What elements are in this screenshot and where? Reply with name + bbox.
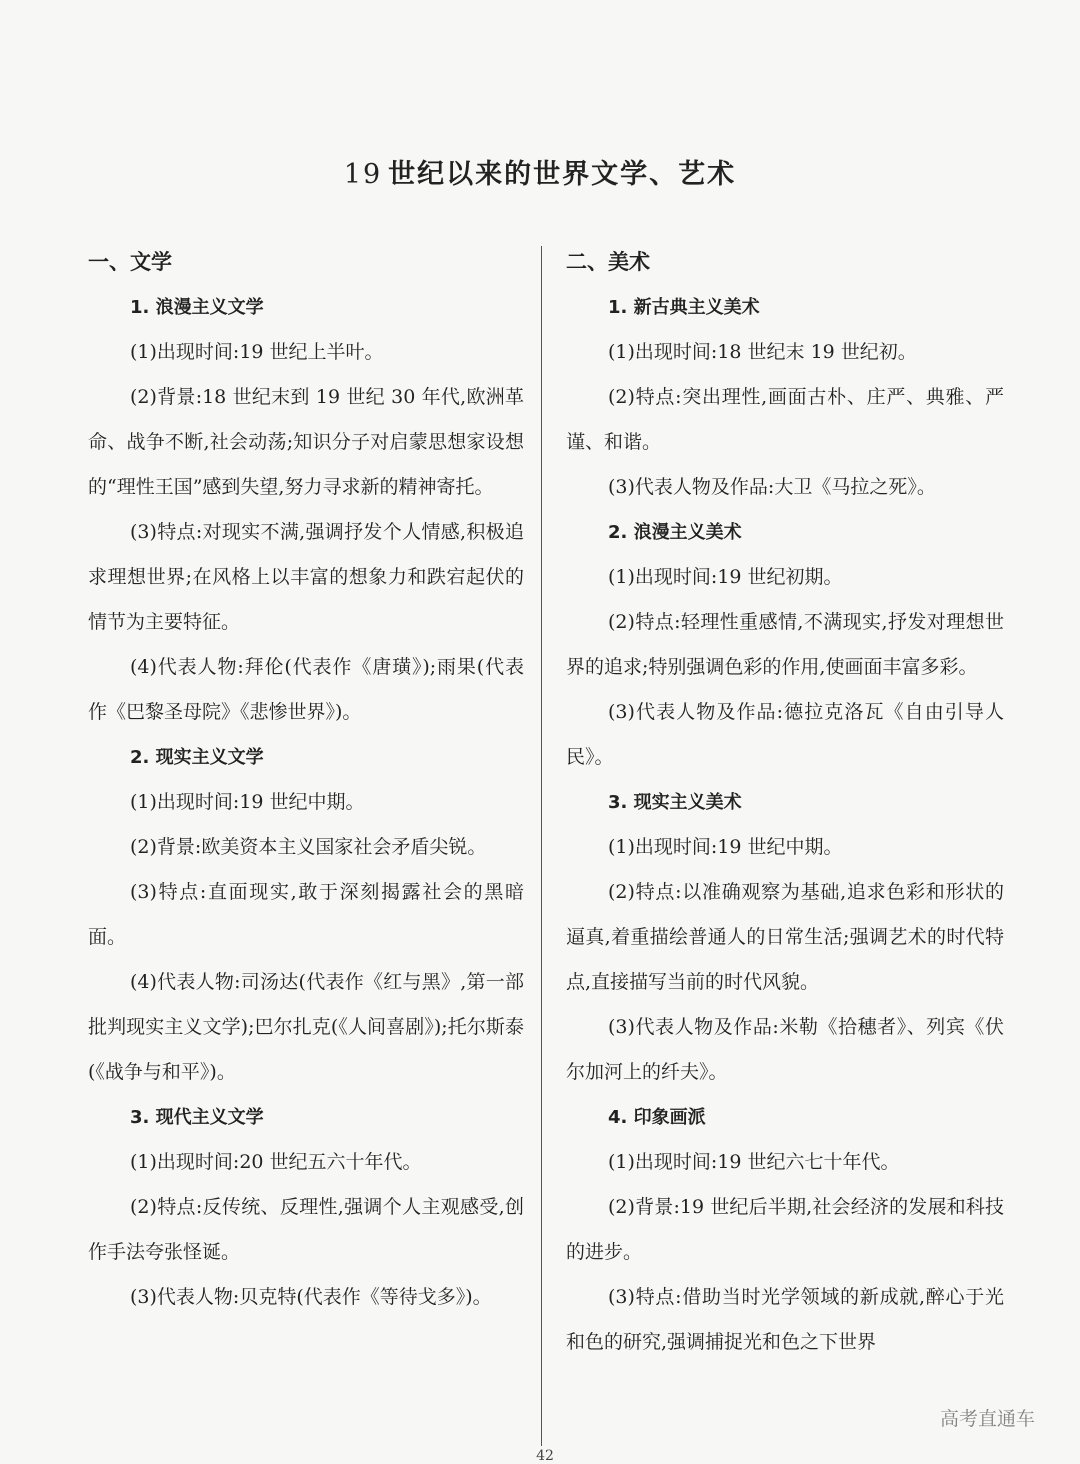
paragraph: (1)出现时间:19 世纪六七十年代。	[608, 1151, 900, 1173]
column-divider	[541, 246, 542, 1446]
paragraph: (3)特点:对现实不满,强调抒发个人情感,积极追求理想世界;在风格上以丰富的想象力和跌宕起伏的情节为主要特征。	[88, 521, 524, 633]
paragraph: (1)出现时间:19 世纪中期。	[130, 791, 365, 813]
paragraph: (2)背景:18 世纪末到 19 世纪 30 年代,欧洲革命、战争不断,社会动荡;知识分子对启蒙思想家设想的“理性王国”感到失望,努力寻求新的精神寄托。	[88, 386, 524, 498]
subheading-realist-art: 3. 现实主义美术	[608, 792, 742, 813]
page-title	[0, 152, 1080, 191]
paragraph: (2)背景:19 世纪后半期,社会经济的发展和科技的进步。	[566, 1196, 1004, 1263]
paragraph: (3)特点:直面现实,敢于深刻揭露社会的黑暗面。	[88, 881, 524, 948]
page-number: 42	[536, 1448, 554, 1464]
paragraph: (2)特点:轻理性重感情,不满现实,抒发对理想世界的追求;特别强调色彩的作用,使画面丰富多彩。	[566, 611, 1004, 678]
paragraph: (2)特点:反传统、反理性,强调个人主观感受,创作手法夸张怪诞。	[88, 1196, 524, 1263]
paragraph: (3)代表人物:贝克特(代表作《等待戈多》)。	[130, 1286, 492, 1308]
paragraph: (2)特点:以准确观察为基础,追求色彩和形状的逼真,着重描绘普通人的日常生活;强调艺术的时代特点,直接描写当前的时代风貌。	[566, 881, 1004, 993]
subheading-romantic-art: 2. 浪漫主义美术	[608, 522, 742, 543]
paragraph: (2)背景:欧美资本主义国家社会矛盾尖锐。	[130, 836, 487, 858]
paragraph: (1)出现时间:20 世纪五六十年代。	[130, 1151, 422, 1173]
subheading-modernist-literature: 3. 现代主义文学	[130, 1107, 264, 1128]
paragraph: (3)特点:借助当时光学领域的新成就,醉心于光和色的研究,强调捕捉光和色之下世界	[566, 1286, 1004, 1353]
watermark: 高考直通车	[940, 1408, 1036, 1430]
paragraph: (1)出现时间:19 世纪中期。	[608, 836, 843, 858]
literature-column	[88, 240, 524, 1320]
subheading-realist-literature: 2. 现实主义文学	[130, 747, 264, 768]
paragraph: (4)代表人物:司汤达(代表作《红与黑》,第一部批判现实主义文学);巴尔扎克(《人间喜剧》);托尔斯泰(《战争与和平》)。	[88, 971, 524, 1083]
section-heading-literature: 一、文学	[88, 250, 172, 274]
subheading-neoclassical-art: 1. 新古典主义美术	[608, 297, 760, 318]
subheading-romantic-literature: 1. 浪漫主义文学	[130, 297, 264, 318]
paragraph: (3)代表人物及作品:德拉克洛瓦《自由引导人民》。	[566, 701, 1004, 768]
paragraph: (3)代表人物及作品:米勒《拾穗者》、列宾《伏尔加河上的纤夫》。	[566, 1016, 1004, 1083]
fine-arts-column	[566, 240, 1004, 1365]
paragraph: (3)代表人物及作品:大卫《马拉之死》。	[608, 476, 936, 498]
paragraph: (1)出现时间:19 世纪上半叶。	[130, 341, 384, 363]
subheading-impressionism: 4. 印象画派	[608, 1107, 706, 1128]
title-text: 世纪以来的世界文学、艺术	[388, 159, 737, 190]
paragraph: (2)特点:突出理性,画面古朴、庄严、典雅、严谨、和谐。	[566, 386, 1004, 453]
paragraph: (1)出现时间:18 世纪末 19 世纪初。	[608, 341, 917, 363]
title-number: 19	[343, 159, 383, 190]
paragraph: (1)出现时间:19 世纪初期。	[608, 566, 843, 588]
section-heading-fine-arts: 二、美术	[566, 250, 650, 274]
paragraph: (4)代表人物:拜伦(代表作《唐璜》);雨果(代表作《巴黎圣母院》《悲惨世界》)。	[88, 656, 524, 723]
